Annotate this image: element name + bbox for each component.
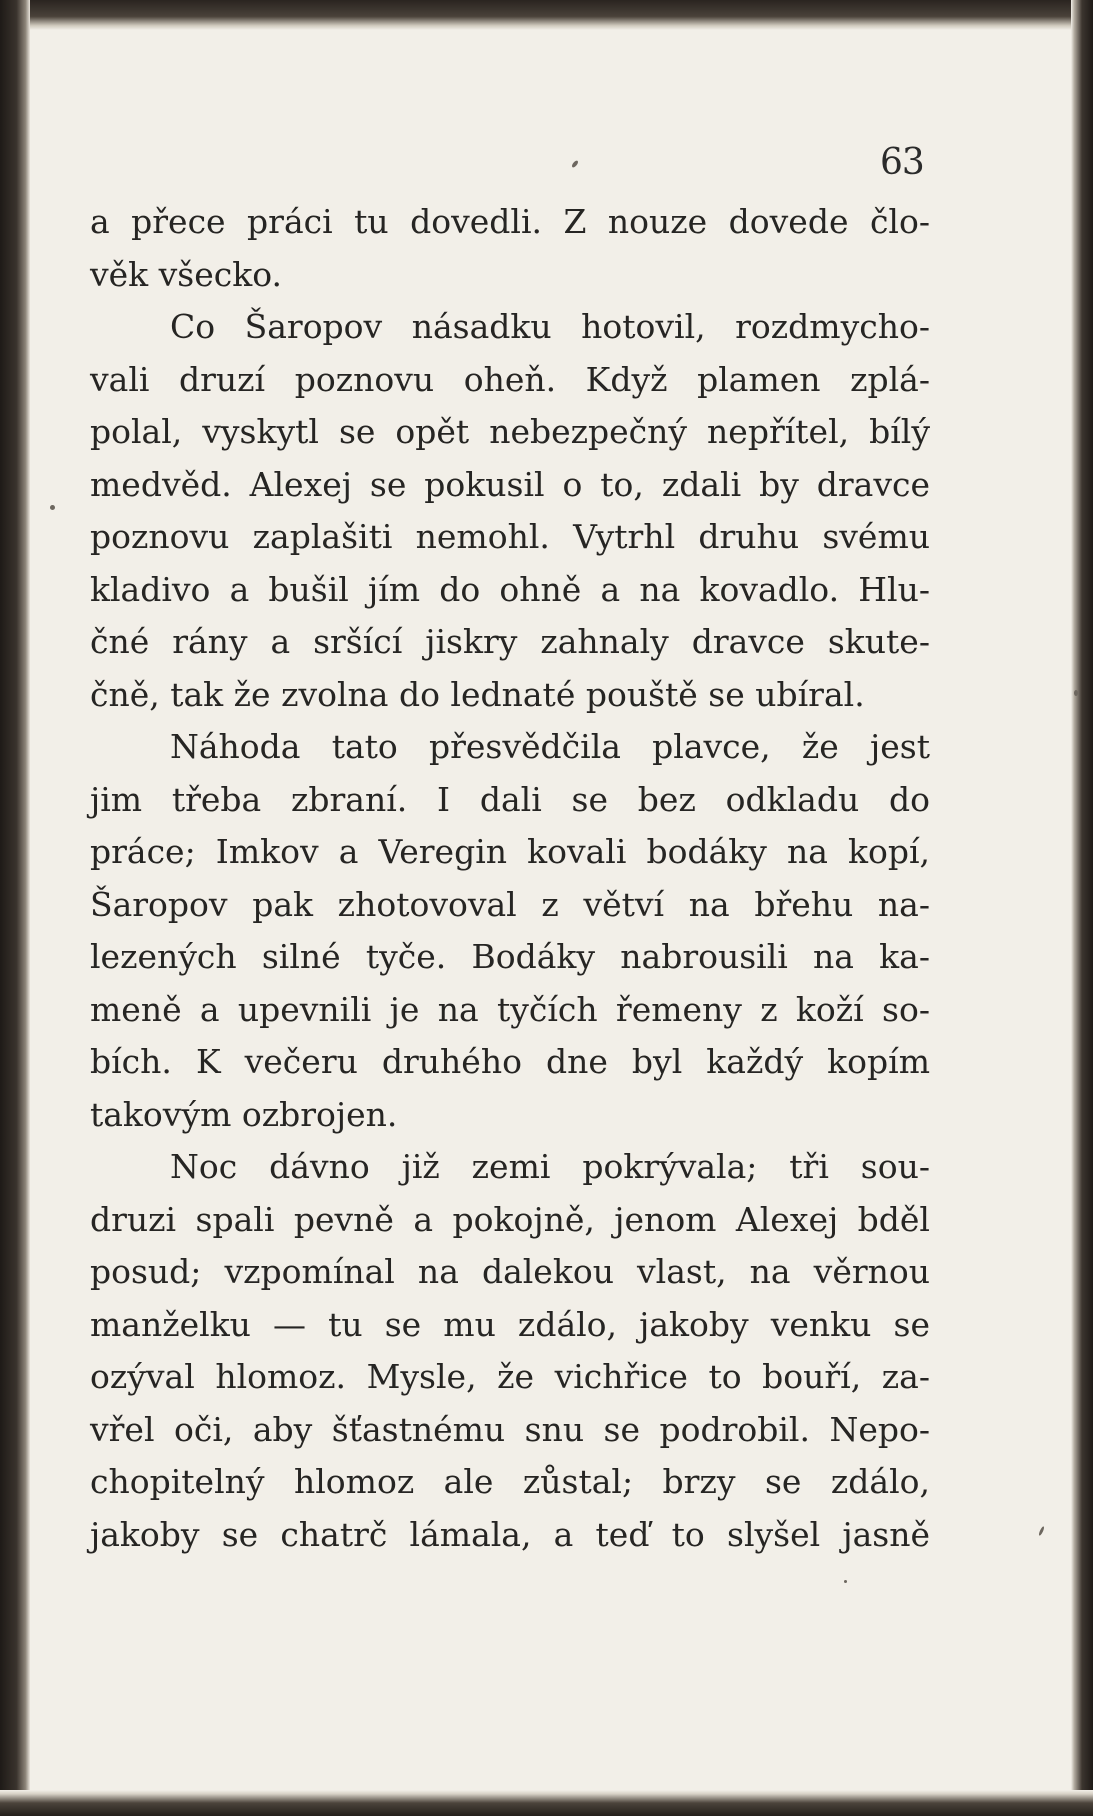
text-line: poznovu zaplašiti nemohl. Vytrhl druhu svému (90, 517, 930, 556)
page-edge-left (0, 0, 30, 1816)
text-line: medvěd. Alexej se pokusil o to, zdali by dravce (90, 464, 930, 504)
text-line: kladivo a bušil jím do ohně a na kovadlo. Hlu- (90, 569, 930, 609)
text-line: meně a upevnili je na tyčích řemeny z koží so- (90, 989, 930, 1029)
text-line: polal, vyskytl se opět nebezpečný nepřítel, bílý (90, 412, 930, 451)
text-line: věk všecko. (90, 254, 283, 294)
text-line: Co Šaropov násadku hotovil, rozdmycho- (170, 307, 930, 346)
text-line: posud; vzpomínal na dalekou vlast, na věrnou (90, 1252, 930, 1291)
text-line: čně, tak že zvolna do lednaté pouště se ubíral. (90, 674, 865, 714)
print-speck (1074, 690, 1078, 696)
text-line: jim třeba zbraní. I dali se bez odkladu do (90, 779, 930, 819)
text-line: čné rány a sršící jiskry zahnaly dravce skute- (90, 622, 930, 661)
print-speck (844, 1580, 847, 1583)
print-speck (1038, 1526, 1045, 1536)
text-line: takovým ozbrojen. (90, 1094, 398, 1134)
page-edge-bottom (0, 1790, 1093, 1816)
text-line: Náhoda tato přesvědčila plavce, že jest (170, 727, 930, 766)
text-line: ozýval hlomoz. Mysle, že vichřice to bouří, za- (90, 1357, 930, 1396)
page-edge-right (1071, 0, 1093, 1816)
text-line: lezených silné tyče. Bodáky nabrousili na ka- (90, 937, 930, 976)
page-edge-top (0, 0, 1093, 30)
print-speck (50, 505, 55, 510)
print-speck (571, 160, 579, 169)
text-line: práce; Imkov a Veregin kovali bodáky na kopí, (90, 832, 930, 871)
text-line: druzi spali pevně a pokojně, jenom Alexej bděl (90, 1199, 930, 1239)
text-line: Noc dávno již zemi pokrývala; tři sou- (170, 1147, 930, 1186)
text-line: chopitelný hlomoz ale zůstal; brzy se zdálo, (90, 1462, 930, 1501)
text-line: a přece práci tu dovedli. Z nouze dovede člo- (90, 202, 930, 241)
text-line: jakoby se chatrč lámala, a teď to slyšel jasně (90, 1514, 930, 1554)
text-line: Šaropov pak zhotovoval z větví na břehu na- (90, 884, 930, 924)
text-line: vřel oči, aby šťastnému snu se podrobil. Nepo- (90, 1409, 930, 1449)
page-number: 63 (880, 142, 924, 183)
text-line: manželku — tu se mu zdálo, jakoby venku se (90, 1304, 930, 1344)
text-line: bích. K večeru druhého dne byl každý kopím (90, 1042, 930, 1081)
body-text (90, 196, 930, 1561)
text-line: vali druzí poznovu oheň. Když plamen zplá- (90, 359, 930, 399)
